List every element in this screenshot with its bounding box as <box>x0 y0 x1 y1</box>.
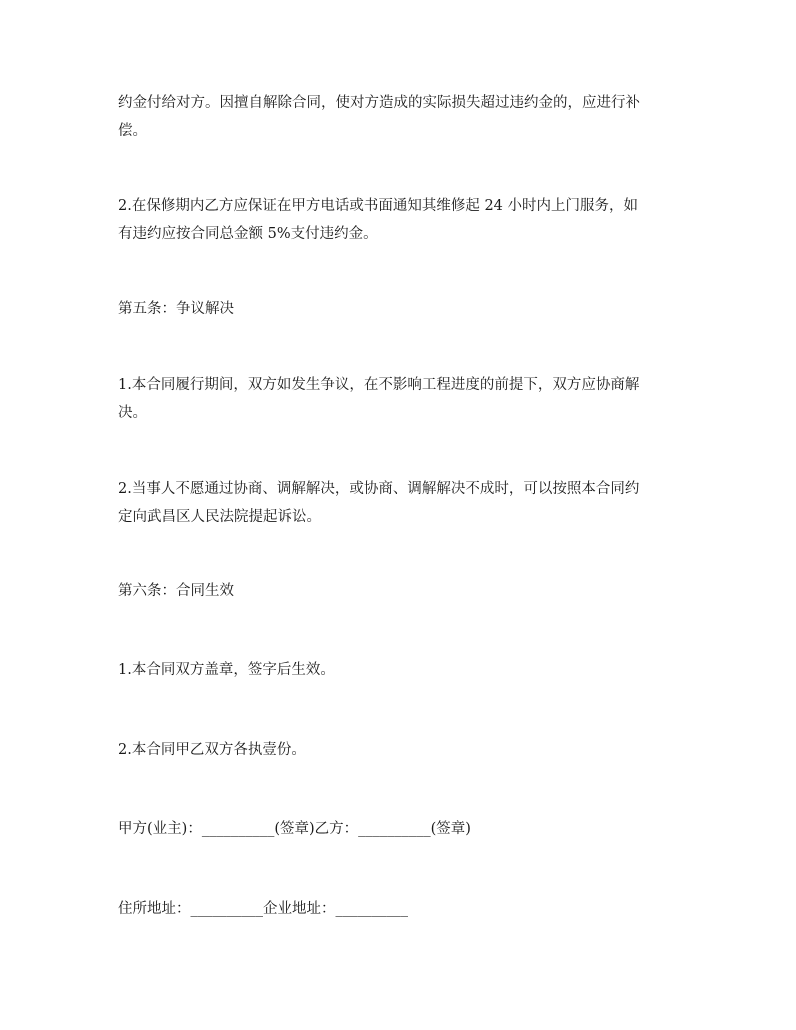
paragraph-5-line-1: 1.本合同双方盖章，签字后生效。 <box>118 662 335 678</box>
signature-line-parties: 甲方(业主)：__________(签章)乙方：__________(签章) <box>118 821 471 837</box>
paragraph-6-line-1: 2.本合同甲乙双方各执壹份。 <box>118 742 306 758</box>
paragraph-3-line-1: 1.本合同履行期间，双方如发生争议，在不影响工程进度的前提下，双方应协商解 <box>118 377 640 393</box>
paragraph-4-line-2: 定向武昌区人民法院提起诉讼。 <box>118 509 321 525</box>
paragraph-1-line-2: 偿。 <box>118 123 147 139</box>
paragraph-1-line-1: 约金付给对方。因擅自解除合同，使对方造成的实际损失超过违约金的，应进行补 <box>118 95 640 111</box>
paragraph-4-line-1: 2.当事人不愿通过协商、调解解决，或协商、调解解决不成时，可以按照本合同约 <box>118 481 640 497</box>
paragraph-3-line-2: 决。 <box>118 405 147 421</box>
paragraph-2-line-2: 有违约应按合同总金额 5%支付违约金。 <box>118 226 378 242</box>
section-heading-article-5: 第五条：争议解决 <box>118 301 234 317</box>
address-line: 住所地址：__________企业地址：__________ <box>118 901 408 917</box>
section-heading-article-6: 第六条：合同生效 <box>118 583 234 599</box>
paragraph-2-line-1: 2.在保修期内乙方应保证在甲方电话或书面通知其维修起 24 小时内上门服务，如 <box>118 198 639 214</box>
